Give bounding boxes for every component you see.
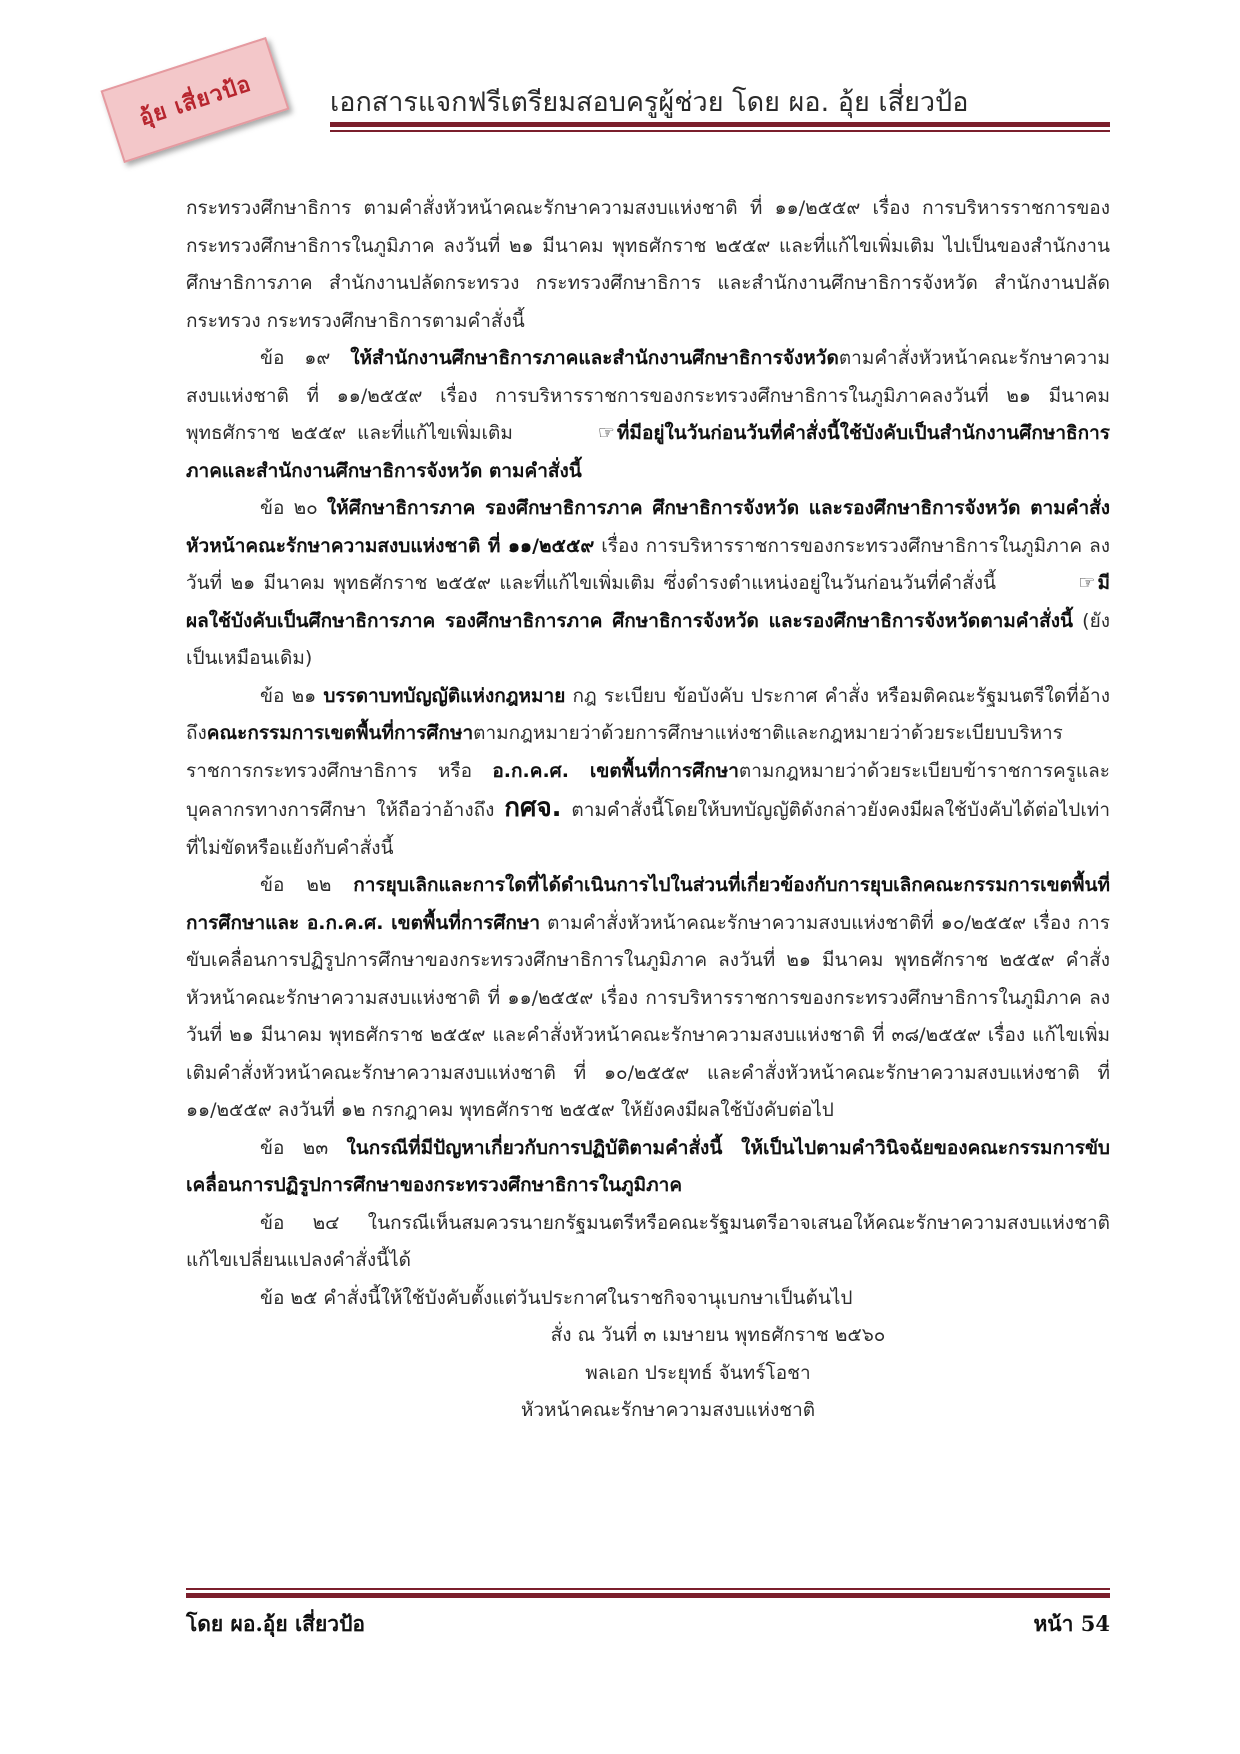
clause-19-text: ตามคำสั่งหัวหน้าคณะรักษาความสงบแห่งชาติ ที่ ๑๑/๒๕๕๙ เรื่อง การบริหารราชการของกระทรวงศึกษาธิการในภูมิภาคลงวันที่ ๒๑ มีนาคม พุทธศักราช ๒๕๕๙ และที่แก้ไขเพิ่มเติม [186,347,1110,444]
clause-21 [186,678,1110,868]
paragraph-continuation: กระทรวงศึกษาธิการ ตามคำสั่งหัวหน้าคณะรักษาความสงบแห่งชาติ ที่ ๑๑/๒๕๕๙ เรื่อง การบริหารราชการของกระทรวงศึกษาธิการในภูมิภาค ลงวันที่ ๒๑ มีนาคม พุทธศักราช ๒๕๕๙ และที่แก้ไขเพิ่มเติม ไปเป็นของสำนักงานศึกษาธิการภาค สำนักงานปลัดกระทรวง กระทรวงศึกษาธิการ และสำนักงานศึกษาธิการจังหวัด สำนักงานปลัดกระทรวง กระทรวงศึกษาธิการตามคำสั่งนี้ [186,197,1110,332]
clause-21-bold-1: บรรดาบทบัญญัติแห่งกฎหมาย [323,684,566,707]
clause-23 [186,1130,1110,1205]
clause-20 [186,490,1110,678]
clause-24: ข้อ ๒๔ ในกรณีเห็นสมควรนายกรัฐมนตรีหรือคณะรัฐมนตรีอาจเสนอให้คณะรักษาความสงบแห่งชาติแก้ไขเปลี่ยนแปลงคำสั่งนี้ได้ [186,1211,1110,1271]
signature-title: หัวหน้าคณะรักษาความสงบแห่งชาติ [520,1399,816,1421]
page-header-title: เอกสารแจกฟรีเตรียมสอบครูผู้ช่วย โดย ผอ. อุ้ย เสี่ยวป้อ [330,87,969,118]
clause-21-text-3: ตามกฎหมายว่าด้วยระเบียบข้าราชการครูและบุคลากรทางการศึกษา ให้ถือว่าอ้างถึง [186,759,1110,821]
clause-21-bold-2: คณะกรรมการเขตพื้นที่การศึกษา [206,722,474,744]
clause-20-bold-1: ให้ศึกษาธิการภาค รองศึกษาธิการภาค ศึกษาธิการจังหวัด และรองศึกษาธิการจังหวัด ตามคำสั่งหัวหน้าคณะรักษาความสงบแห่งชาติ ที่ ๑๑/๒๕๕๙ [186,497,1110,557]
footer-page-number: หน้า 54 [1033,1611,1110,1636]
clause-19-bold-2: ที่มีอยู่ในวันก่อนวันที่คำสั่งนี้ใช้บังคับเป็นสำนักงานศึกษาธิการภาคและสำนักงานศึกษาธิการจังหวัด ตามคำสั่งนี้ [186,422,1110,482]
header-rule-thick [330,122,1110,127]
clause-23-number: ข้อ ๒๓ [260,1136,347,1159]
clause-22-text: ตามคำสั่งหัวหน้าคณะรักษาความสงบแห่งชาติที่ ๑๐/๒๕๕๙ เรื่อง การขับเคลื่อนการปฏิรูปการศึกษาของกระทรวงศึกษาธิการในภูมิภาค ลงวันที่ ๒๑ มีนาคม พุทธศักราช ๒๕๕๙ คำสั่งหัวหน้าคณะรักษาความสงบแห่งชาติ ที่ ๑๑/๒๕๕๙ เรื่อง การบริหารราชการของกระทรวงศึกษาธิการในภูมิภาค ลงวันที่ ๒๑ มีนาคม พุทธศักราช ๒๕๕๙ และคำสั่งหัวหน้าคณะรักษาความสงบแห่งชาติ ที่ ๓๘/๒๕๕๙ เรื่อง แก้ไขเพิ่มเติมคำสั่งหัวหน้าคณะรักษาความสงบแห่งชาติ ที่ ๑๐/๒๕๕๙ และคำสั่งหัวหน้าคณะรักษาความสงบแห่งชาติ ที่ ๑๑/๒๕๕๙ ลงวันที่ ๑๒ กรกฎาคม พุทธศักราช ๒๕๕๙ ให้ยังคงมีผลใช้บังคับต่อไป [186,911,1110,1121]
clause-20-note: (ยังเป็นเหมือนเดิม) [186,609,1110,669]
pointing-hand-icon: ☞ [1078,572,1096,594]
clause-22-number: ข้อ ๒๒ [260,874,354,896]
header-rule-thin [330,130,1110,132]
footer-rule-thick [186,1593,1110,1598]
footer-rule-thin [186,1588,1110,1590]
clause-20-text: เรื่อง การบริหารราชการของกระทรวงศึกษาธิการในภูมิภาค ลงวันที่ ๒๑ มีนาคม พุทธศักราช ๒๕๕๙ และที่แก้ไขเพิ่มเติม ซึ่งดำรงตำแหน่งอยู่ในวันก่อนวันที่คำสั่งนี้ [186,534,1110,594]
clause-21-number: ข้อ ๒๑ [260,684,324,707]
document-body [186,190,1110,1430]
footer-author: โดย ผอ.อุ้ย เสี่ยวป้อ [186,1611,366,1636]
clause-21-text-4: ตามคำสั่งนี้โดยให้บทบัญญัติดังกล่าวยังคงมีผลใช้บังคับได้ต่อไปเท่าที่ไม่ขัดหรือแย้งกับคำสั่งนี้ [186,799,1111,859]
clause-21-big: กศจ. [504,793,562,823]
clause-22-bold-1: การยุบเลิกและการใดที่ได้ดำเนินการไปในส่วนที่เกี่ยวข้องกับการยุบเลิกคณะกรรมการเขตพื้นที่การศึกษาและ อ.ก.ค.ศ. เขตพื้นที่การศึกษา [186,874,1110,934]
logo-stamp [101,37,290,163]
signature-name: พลเอก ประยุทธ์ จันทร์โอชา [585,1361,811,1384]
clause-20-number: ข้อ ๒๐ [260,497,327,519]
clause-21-bold-3: อ.ก.ค.ศ. เขตพื้นที่การศึกษา [492,759,739,782]
pointing-hand-icon: ☞ [597,422,615,444]
clause-19 [186,340,1110,490]
clause-23-bold-1: ในกรณีที่มีปัญหาเกี่ยวกับการปฏิบัติตามคำสั่งนี้ ให้เป็นไปตามคำวินิจฉัยของคณะกรรมการขับเคลื่อนการปฏิรูปการศึกษาของกระทรวงศึกษาธิการในภูมิภาค [186,1136,1110,1196]
clause-20-bold-2: มีผลใช้บังคับเป็นศึกษาธิการภาค รองศึกษาธิการภาค ศึกษาธิการจังหวัด และรองศึกษาธิการจังหวัดตามคำสั่งนี้ [186,572,1110,632]
clause-19-number: ข้อ ๑๙ [260,347,351,369]
clause-25: ข้อ ๒๕ คำสั่งนี้ให้ใช้บังคับตั้งแต่วันประกาศในราชกิจจานุเบกษาเป็นต้นไป [260,1286,853,1309]
stamp-text: อุ้ย เสี่ยวป้อ [135,70,255,131]
clause-19-bold-1: ให้สำนักงานศึกษาธิการภาคและสำนักงานศึกษาธิการจังหวัด [350,347,839,369]
clause-22 [186,867,1110,1130]
clause-21-text-2: ตามกฎหมายว่าด้วยการศึกษาแห่งชาติและกฎหมายว่าด้วยระเบียบบริหารราชการกระทรวงศึกษาธิการ หรือ [186,722,1063,782]
signature-date: สั่ง ณ วันที่ ๓ เมษายน พุทธศักราช ๒๕๖๐ [550,1324,886,1346]
clause-21-text-1: กฎ ระเบียบ ข้อบังคับ ประกาศ คำสั่ง หรือมติคณะรัฐมนตรีใดที่อ้างถึง [186,684,1110,744]
